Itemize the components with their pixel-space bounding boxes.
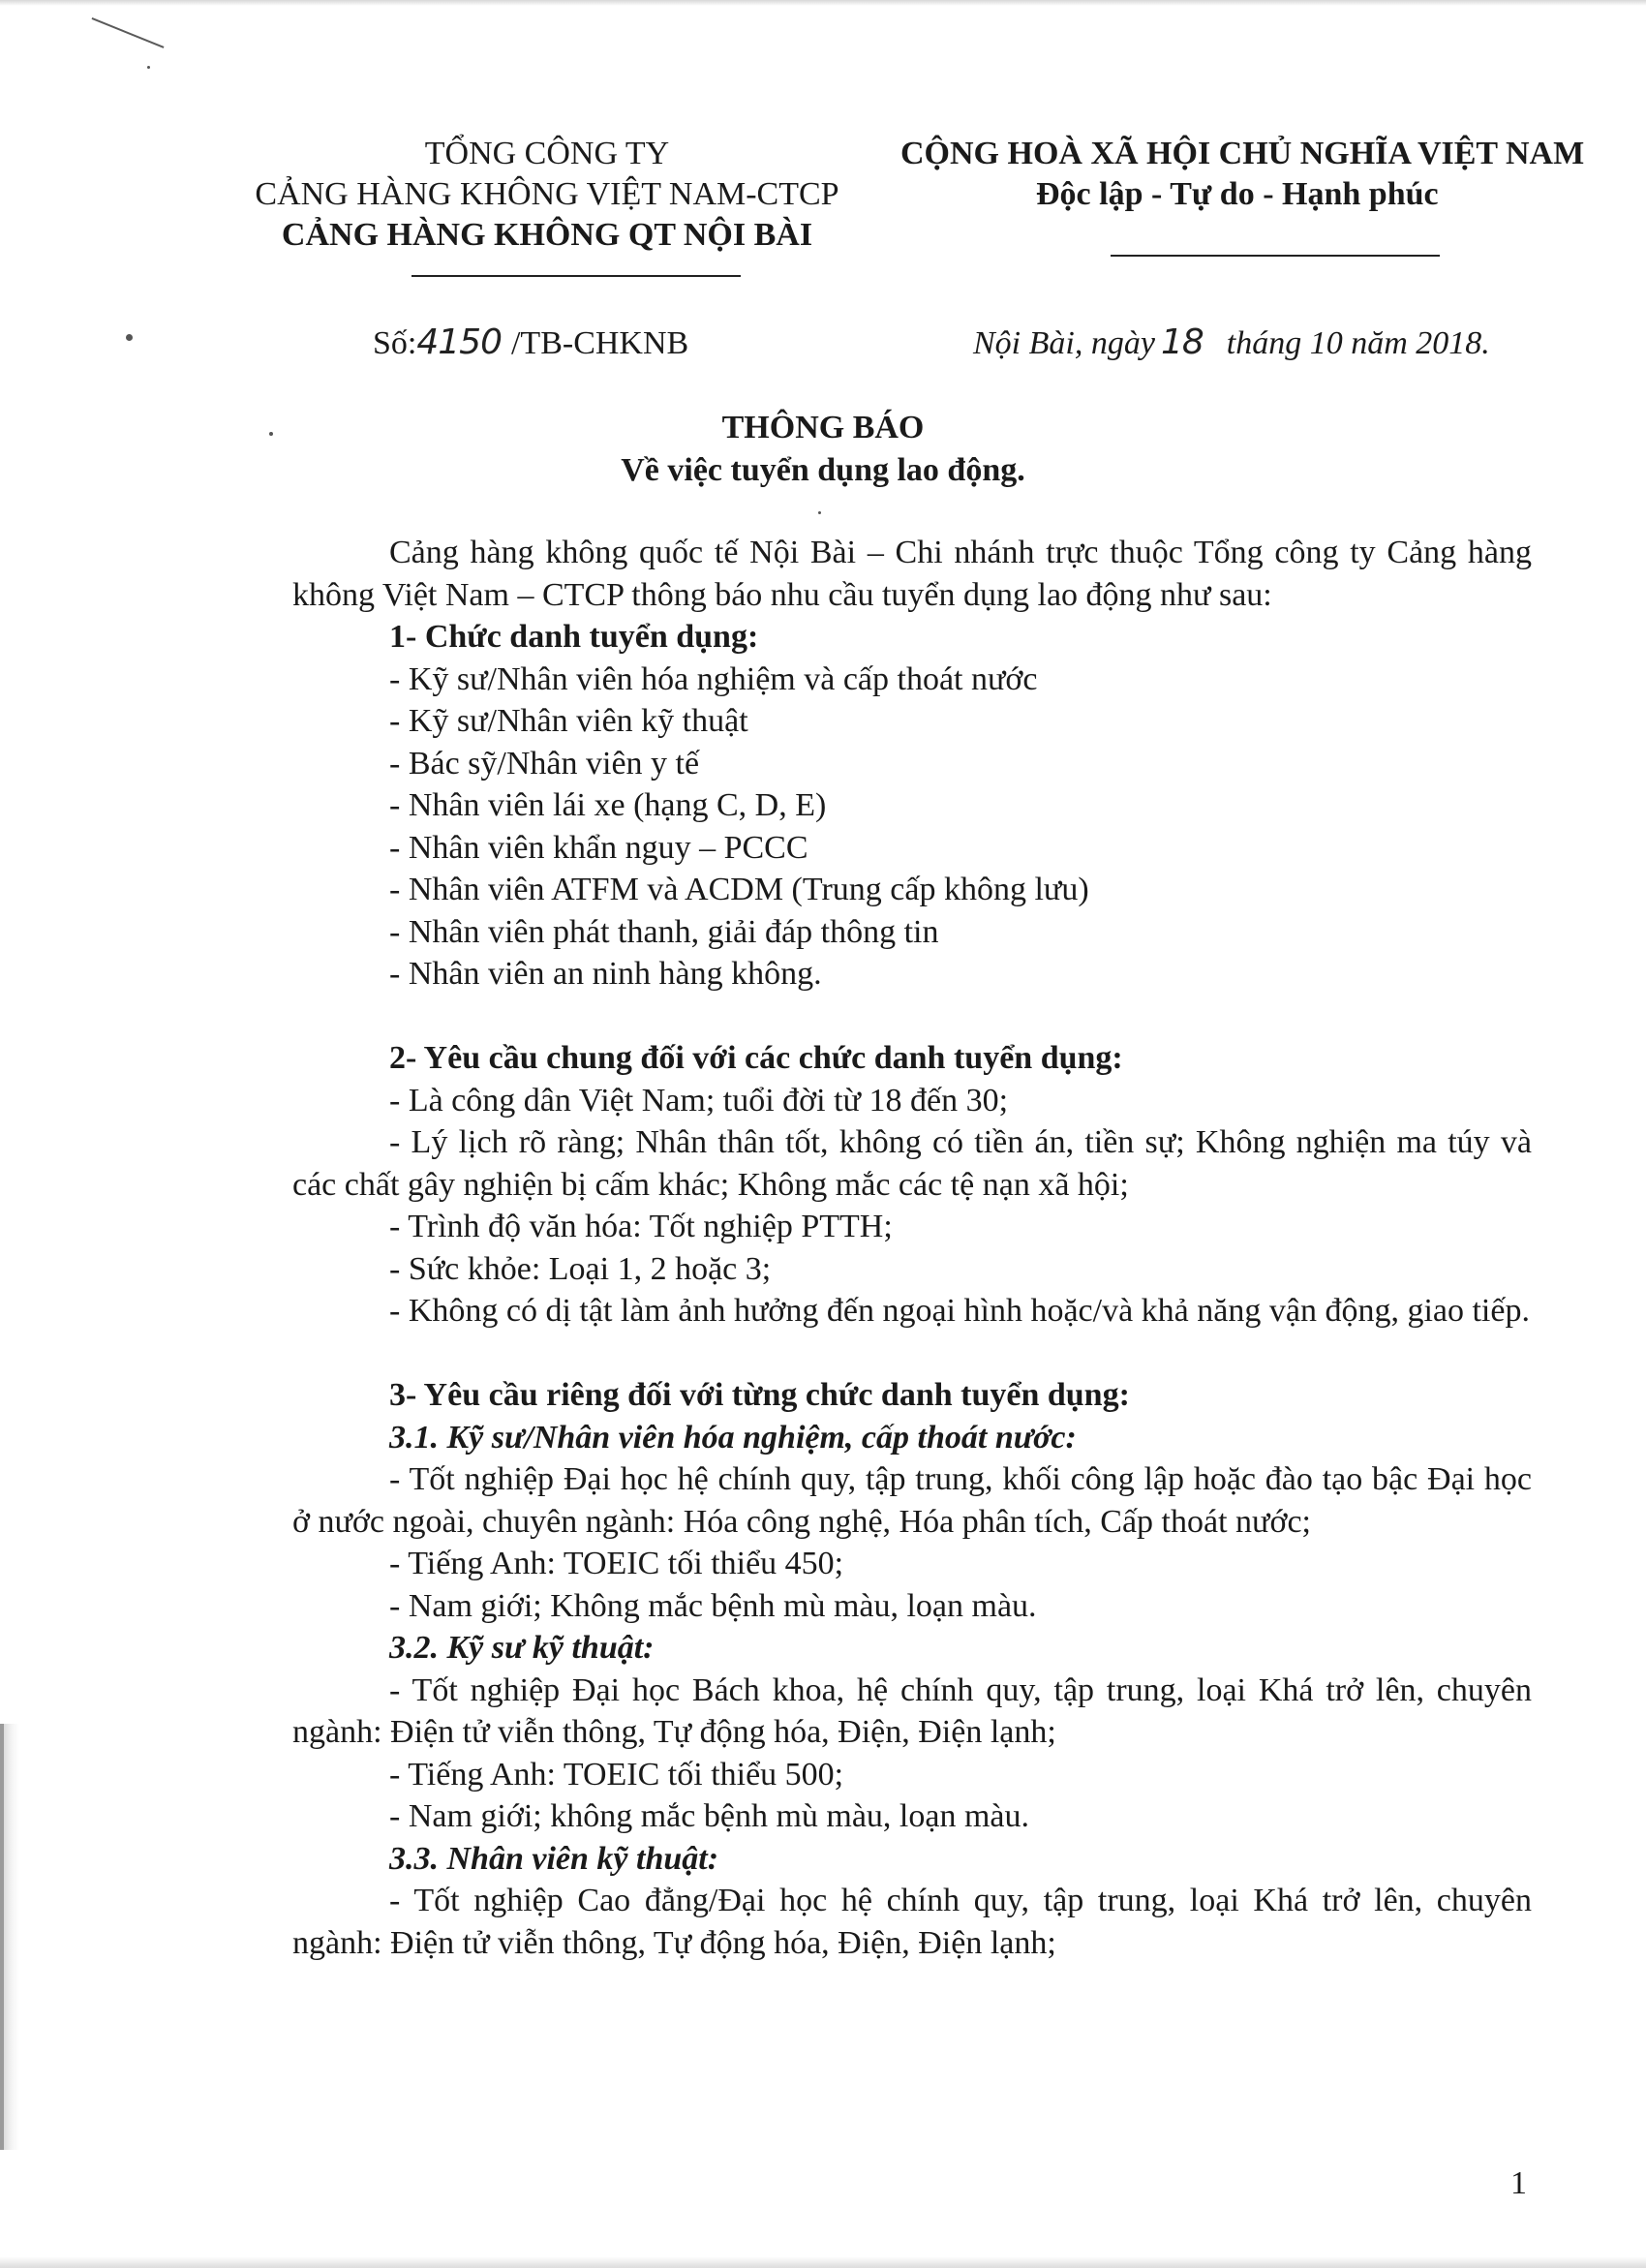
- pen-mark: [92, 17, 165, 47]
- list-item: - Sức khỏe: Loại 1, 2 hoặc 3;: [389, 1250, 772, 1287]
- list-item: - Tốt nghiệp Đại học hệ chính quy, tập trung, khối công lập hoặc đào tạo bậc Đại học ở nước ngoài, chuyên ngành: Hóa công nghệ, Hóa phân tích, Cấp thoát nước;: [292, 1461, 1532, 1540]
- list-item: - Tiếng Anh: TOEIC tối thiểu 500;: [389, 1756, 844, 1793]
- list-item: - Bác sỹ/Nhân viên y tế: [389, 745, 700, 782]
- list-item: - Tốt nghiệp Cao đẳng/Đại học hệ chính quy, tập trung, loại Khá trở lên, chuyên ngành: Điện tử viễn thông, Tự động hóa, Điện, Điện lạnh;: [292, 1883, 1532, 1961]
- list-item: - Kỹ sư/Nhân viên kỹ thuật: [389, 703, 748, 739]
- document-subtitle: Về việc tuyển dụng lao động.: [621, 452, 1025, 488]
- list-item: - Nhân viên an ninh hàng không.: [389, 956, 822, 992]
- reference-suffix: /TB-CHKNB: [510, 325, 689, 361]
- list-item: - Nhân viên phát thanh, giải đáp thông tin: [389, 913, 939, 950]
- speck: [126, 334, 133, 341]
- list-item: - Là công dân Việt Nam; tuổi đời từ 18 đến 30;: [389, 1082, 1009, 1119]
- intro-paragraph: Cảng hàng không quốc tế Nội Bài – Chi nhánh trực thuộc Tổng công ty Cảng hàng không Việt Nam – CTCP thông báo nhu cầu tuyển dụng lao động như sau:: [292, 535, 1532, 613]
- motto-underline: [1111, 255, 1440, 257]
- spacer: [292, 1333, 1532, 1375]
- org-line-1: TỔNG CÔNG TY: [424, 136, 670, 171]
- issue-date: [973, 323, 1490, 363]
- subsection-3-3-heading: 3.3. Nhân viên kỹ thuật:: [389, 1840, 719, 1877]
- list-item: - Nhân viên ATFM và ACDM (Trung cấp không lưu): [389, 872, 1089, 907]
- scan-edge-bottom: [0, 2256, 1646, 2268]
- org-underline: [412, 275, 741, 277]
- date-prefix: Nội Bài, ngày: [973, 325, 1155, 361]
- list-item: - Tốt nghiệp Đại học Bách khoa, hệ chính quy, tập trung, loại Khá trở lên, chuyên ngành: Điện tử viễn thông, Tự động hóa, Điện, Điện lạnh;: [292, 1671, 1532, 1750]
- org-line-3: CẢNG HÀNG KHÔNG QT NỘI BÀI: [281, 217, 813, 253]
- list-item: - Nam giới; Không mắc bệnh mù màu, loạn màu.: [389, 1587, 1037, 1624]
- motto: Độc lập - Tự do - Hạnh phúc: [1036, 176, 1439, 212]
- org-line-2: CẢNG HÀNG KHÔNG VIỆT NAM-CTCP: [255, 176, 839, 212]
- speck: [818, 511, 821, 514]
- reference-prefix: Số:: [373, 325, 417, 361]
- list-item: - Trình độ văn hóa: Tốt nghiệp PTTH;: [389, 1209, 893, 1244]
- list-item: - Không có dị tật làm ảnh hưởng đến ngoại hình hoặc/và khả năng vận động, giao tiếp.: [389, 1293, 1530, 1329]
- spacer: [292, 996, 1532, 1038]
- page-number: 1: [1510, 2165, 1527, 2201]
- section-3-heading: 3- Yêu cầu riêng đối với từng chức danh tuyển dụng:: [389, 1377, 1130, 1413]
- speck: [147, 66, 150, 69]
- document-body: [292, 532, 1532, 1964]
- subsection-3-1-heading: 3.1. Kỹ sư/Nhân viên hóa nghiệm, cấp thoát nước:: [389, 1419, 1077, 1456]
- nation-title: CỘNG HOÀ XÃ HỘI CHỦ NGHĨA VIỆT NAM: [900, 136, 1585, 171]
- list-item: - Nam giới; không mắc bệnh mù màu, loạn màu.: [389, 1798, 1030, 1834]
- handwritten-number: 4150: [416, 322, 502, 362]
- scan-edge-top: [0, 0, 1646, 6]
- document-title: THÔNG BÁO: [721, 410, 925, 445]
- scan-edge-left-bar: [0, 1724, 4, 2150]
- nation-header: [900, 134, 1646, 215]
- subsection-3-2-heading: 3.2. Kỹ sư kỹ thuật:: [389, 1630, 655, 1666]
- handwritten-day: 18: [1160, 322, 1204, 362]
- list-item: - Tiếng Anh: TOEIC tối thiểu 450;: [389, 1546, 844, 1581]
- list-item: - Kỹ sư/Nhân viên hóa nghiệm và cấp thoát nước: [389, 660, 1038, 697]
- list-item: - Nhân viên lái xe (hạng C, D, E): [389, 787, 827, 823]
- reference-number: [373, 323, 688, 363]
- section-1-heading: 1- Chức danh tuyển dụng:: [389, 619, 759, 655]
- list-item: - Nhân viên khẩn nguy – PCCC: [389, 829, 808, 866]
- organization-header: [208, 134, 886, 256]
- section-2-heading: 2- Yêu cầu chung đối với các chức danh tuyển dụng:: [389, 1040, 1123, 1076]
- list-item: - Lý lịch rõ ràng; Nhân thân tốt, không có tiền án, tiền sự; Không nghiện ma túy và các chất gây nghiện bị cấm khác; Không mắc các tệ nạn xã hội;: [292, 1124, 1532, 1203]
- date-suffix: tháng 10 năm 2018.: [1226, 325, 1490, 361]
